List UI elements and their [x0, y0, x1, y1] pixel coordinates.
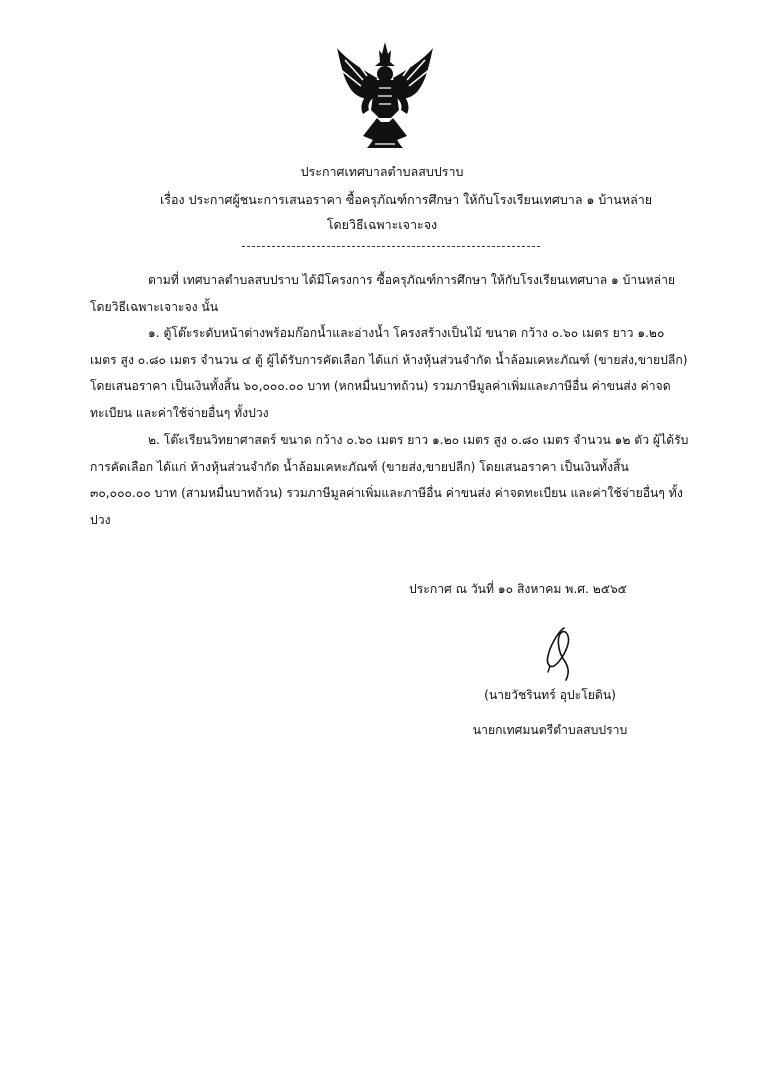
garuda-emblem-icon [333, 40, 437, 150]
document-heading: ประกาศเทศบาลตำบลสบปราบ [300, 164, 464, 179]
signature-mark [530, 622, 590, 682]
announcement-date: ประกาศ ณ วันที่ ๑๐ สิงหาคม พ.ศ. ๒๕๖๕ [409, 582, 627, 596]
document-method: โดยวิธีเฉพาะเจาะจง [326, 217, 438, 232]
item-1-paragraph: ๑. ตู้โต๊ะระดับหน้าต่างพร้อมก๊อกน้ำและอ่างน้ำ โครงสร้างเป็นไม้ ขนาด กว้าง ๐.๖๐ เมตร ยาว ๑.๒๐ เมตร สูง ๐.๘๐ เมตร จำนวน ๔ ตู้ ผู้ได้รับการคัดเลือก ได้แก่ ห้างหุ้นส่วนจำกัด น้ำล้อมเคหะภัณฑ์ (ขายส่ง,ขายปลีก) โดยเสนอราคา เป็นเงินทั้งสิ้น ๖๐,๐๐๐.๐๐ บาท (หกหมื่นบาทถ้วน) รวมภาษีมูลค่าเพิ่มและภาษีอื่น ค่าขนส่ง ค่าจดทะเบียน และค่าใช้จ่ายอื่นๆ ทั้งปวง [90, 326, 688, 420]
signer-position: นายกเทศมนตรีตำบลสบปราบ [472, 723, 628, 737]
intro-paragraph: ตามที่ เทศบาลตำบลสบปราบ ได้มีโครงการ ซื้อครุภัณฑ์การศึกษา ให้กับโรงเรียนเทศบาล ๑ บ้านหล่าย โดยวิธีเฉพาะเจาะจง นั้น [90, 273, 676, 314]
signer-name: (นายวัชรินทร์ อุปะโยดิน) [484, 688, 616, 702]
separator-line [242, 246, 540, 247]
document-subject: เรื่อง ประกาศผู้ชนะการเสนอราคา ซื้อครุภัณฑ์การศึกษา ให้กับโรงเรียนเทศบาล ๑ บ้านหล่าย [160, 192, 653, 207]
item-2-paragraph: ๒. โต๊ะเรียนวิทยาศาสตร์ ขนาด กว้าง ๐.๖๐ เมตร ยาว ๑.๒๐ เมตร สูง ๐.๘๐ เมตร จำนวน ๑๒ ตัว ผู้ได้รับการคัดเลือก ได้แก่ ห้างหุ้นส่วนจำกัด น้ำล้อมเคหะภัณฑ์ (ขายส่ง,ขายปลีก) โดยเสนอราคา เป็นเงินทั้งสิ้น ๓๐,๐๐๐.๐๐ บาท (สามหมื่นบาทถ้วน) รวมภาษีมูลค่าเพิ่มและภาษีอื่น ค่าขนส่ง ค่าจดทะเบียน และค่าใช้จ่ายอื่นๆ ทั้งปวง [90, 433, 689, 527]
